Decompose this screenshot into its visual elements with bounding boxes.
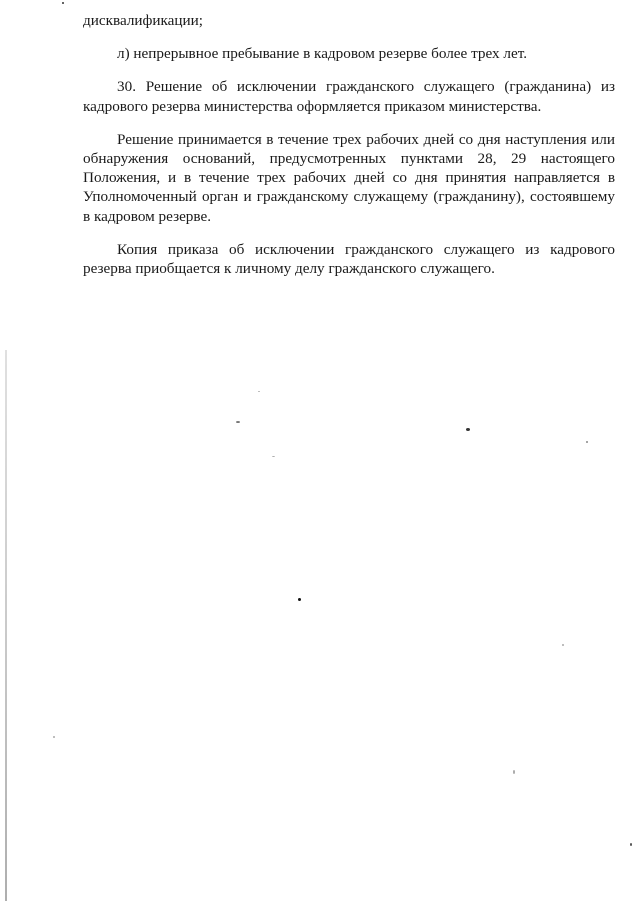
scan-speck [466,428,470,431]
scan-speck [272,456,275,457]
paragraph-copy: Копия приказа об исключении гражданского служащего из кадрового резерва приобщается к личному делу гражданского служащего. [83,240,615,278]
paragraph-item-l: л) непрерывное пребывание в кадровом резерве более трех лет. [117,45,528,63]
scan-speck [586,441,588,443]
scan-speck [298,598,301,601]
scan-speck [62,2,64,4]
paragraph-decision: Решение принимается в течение трех рабочих дней со дня наступления или обнаружения оснований, предусмотренных пунктами 28, 29 настоящего Положения, и в течение трех рабочих дней со дня принятия направляется в Уполномоченный орган и гражданскому служащему (гражданину), состоявшему в кадровом резерве. [83,130,615,225]
scan-edge-artifact [5,350,7,901]
scan-speck [236,421,240,423]
scan-speck [53,736,55,738]
scan-speck [630,843,632,846]
document-body [83,11,615,278]
scan-speck [258,391,260,392]
scan-speck [513,770,515,774]
paragraph-disqualification: дисквалификации; [83,12,203,29]
scan-speck [562,644,564,646]
paragraph-item-30: 30. Решение об исключении гражданского служащего (гражданина) из кадрового резерва министерства оформляется приказом министерства. [83,78,615,115]
